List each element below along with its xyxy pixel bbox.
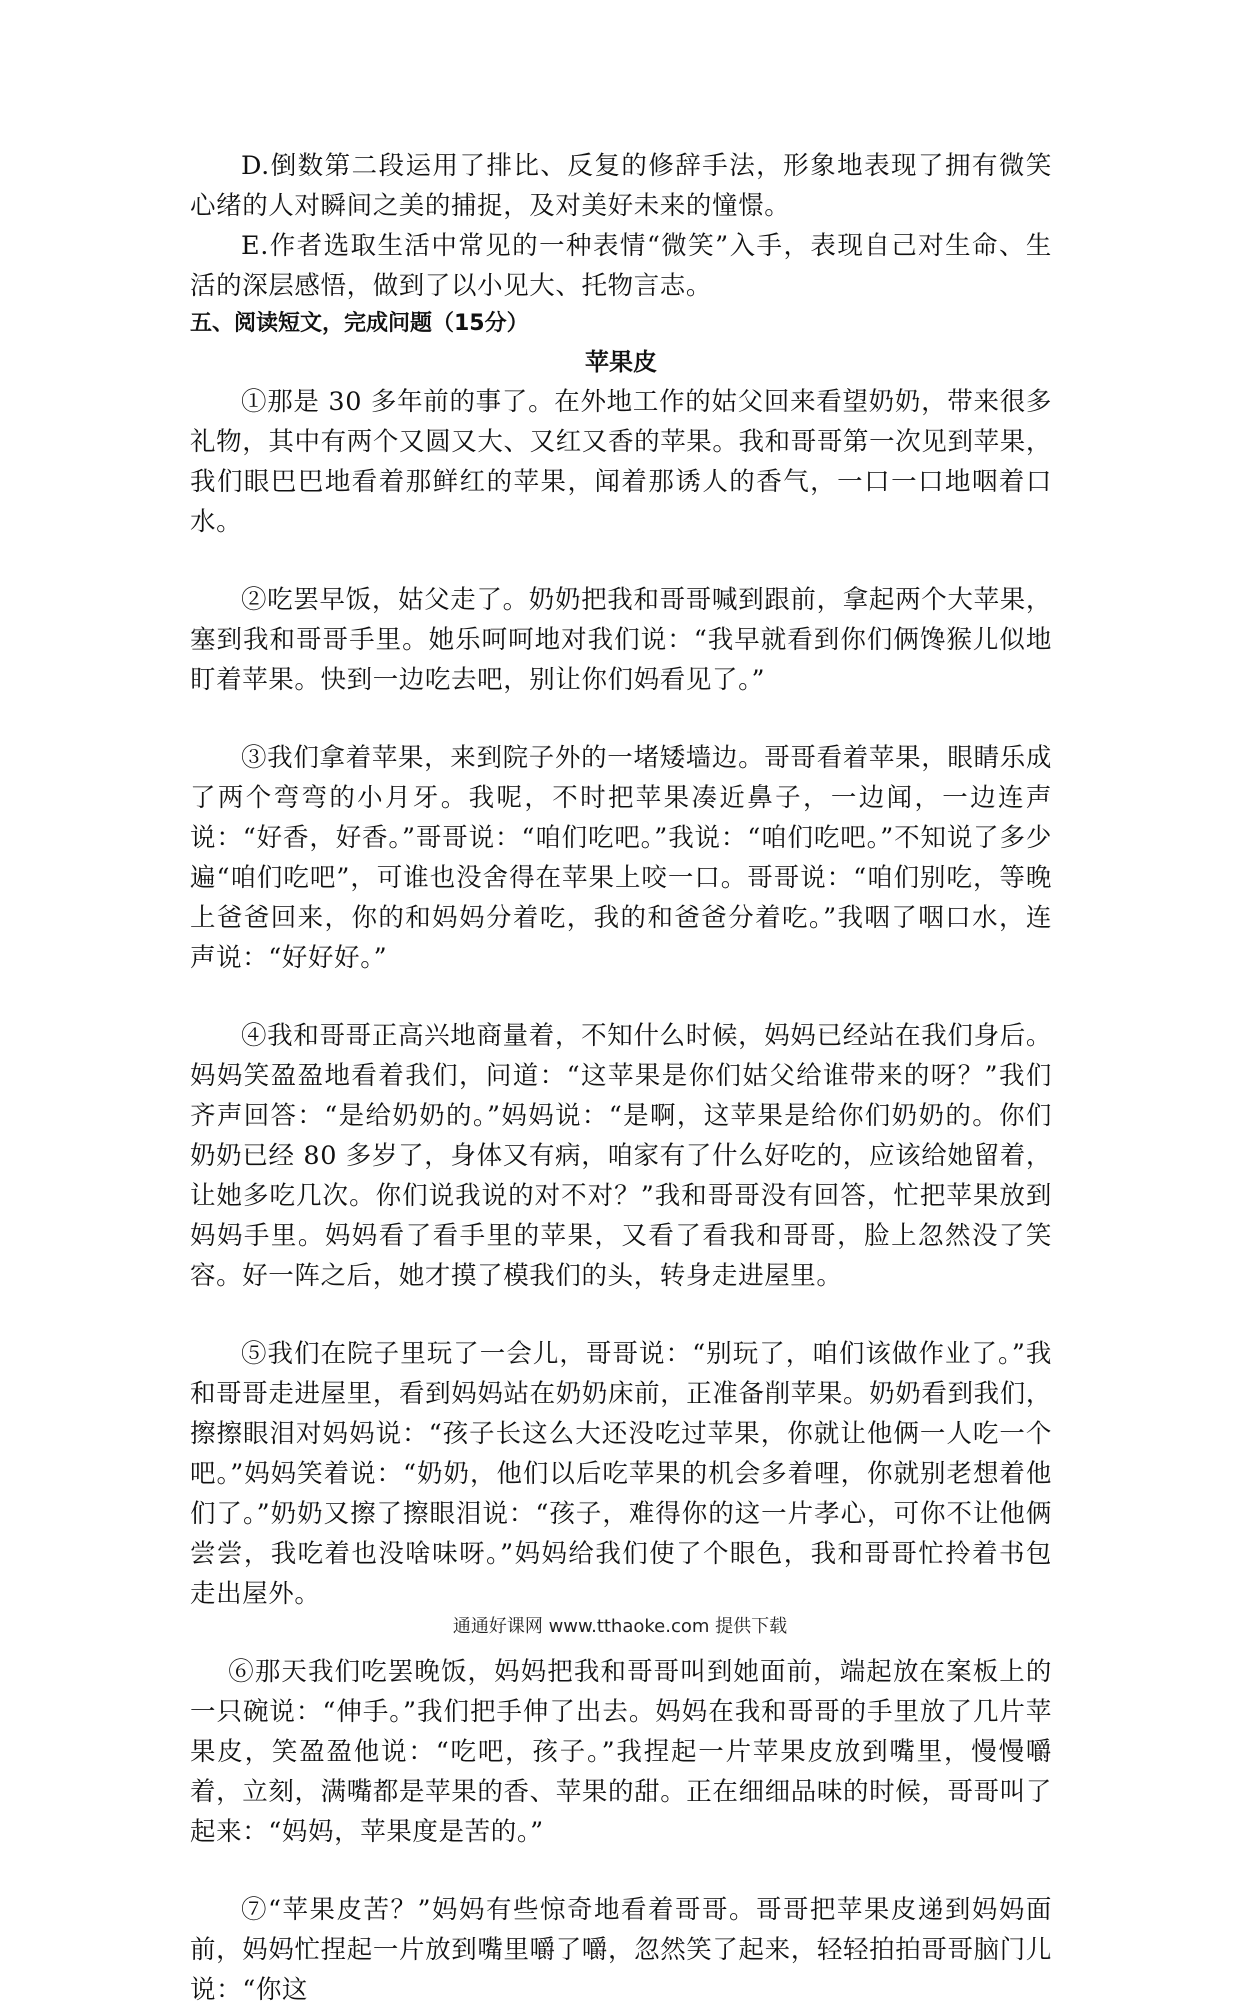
paragraph-gap <box>190 978 1052 1016</box>
paragraph-7: ⑦“苹果皮苦？”妈妈有些惊奇地看着哥哥。哥哥把苹果皮递到妈妈面前，妈妈忙捏起一片放到嘴里嚼了嚼，忽然笑了起来，轻轻拍拍哥哥脑门儿说：“你这 <box>190 1895 1052 2005</box>
paragraph-4: ④我和哥哥正高兴地商量着，不知什么时候，妈妈已经站在我们身后。妈妈笑盈盈地看着我们，问道：“这苹果是你们姑父给谁带来的呀？”我们齐声回答：“是给奶奶的。”妈妈说：“是啊，这苹果是给你们奶奶的。你们奶奶已经 80 多岁了，身体又有病，咱家有了什么好吃的，应该给她留着，让她多吃几次。你们说我说的对不对？”我和哥哥没有回答，忙把苹果放到妈妈手里。妈妈看了看手里的苹果，又看了看我和哥哥，脸上忽然没了笑容。好一阵之后，她才摸了模我们的头，转身走进屋里。 <box>190 1021 1052 1291</box>
paragraph-gap <box>190 1852 1052 1890</box>
paragraph-2: ②吃罢早饭，姑父走了。奶奶把我和哥哥喊到跟前，拿起两个大苹果，塞到我和哥哥手里。她乐呵呵地对我们说：“我早就看到你们俩馋猴儿似地盯着苹果。快到一边吃去吧，别让你们妈看见了。” <box>190 585 1052 695</box>
page-footer: 通通好课网 www.tthaoke.com 提供下载 <box>452 1616 788 1637</box>
option-e: E.作者选取生活中常见的一种表情“微笑”入手，表现自己对生命、生活的深层感悟，做到了以小见大、托物言志。 <box>190 231 1052 301</box>
paragraph-gap <box>190 700 1052 738</box>
option-d: D.倒数第二段运用了排比、反复的修辞手法，形象地表现了拥有微笑心绪的人对瞬间之美的捕捉，及对美好未来的憧憬。 <box>190 151 1052 221</box>
article-title: 苹果皮 <box>585 348 657 376</box>
paragraph-gap <box>190 542 1052 580</box>
section-heading: 五、阅读短文，完成问题（15分） <box>190 311 529 336</box>
paragraph-3: ③我们拿着苹果，来到院子外的一堵矮墙边。哥哥看着苹果，眼睛乐成了两个弯弯的小月牙。我呢，不时把苹果凑近鼻子，一边闻，一边连声说：“好香，好香。”哥哥说：“咱们吃吧。”我说：“咱们吃吧。”不知说了多少遍“咱们吃吧”，可谁也没舍得在苹果上咬一口。哥哥说：“咱们别吃，等晚上爸爸回来，你的和妈妈分着吃，我的和爸爸分着吃。”我咽了咽口水，连声说：“好好好。” <box>190 743 1052 973</box>
paragraph-5: ⑤我们在院子里玩了一会儿，哥哥说：“别玩了，咱们该做作业了。”我和哥哥走进屋里，看到妈妈站在奶奶床前，正准备削苹果。奶奶看到我们，擦擦眼泪对妈妈说：“孩子长这么大还没吃过苹果，你就让他俩一人吃一个吧。”妈妈笑着说：“奶奶，他们以后吃苹果的机会多着哩，你就别老想着他们了。”奶奶又擦了擦眼泪说：“孩子，难得你的这一片孝心，可你不让他俩尝尝，我吃着也没啥味呀。”妈妈给我们使了个眼色，我和哥哥忙拎着书包走出屋外。 <box>190 1339 1052 1609</box>
paragraph-gap <box>190 1296 1052 1334</box>
paragraph-1: ①那是 30 多年前的事了。在外地工作的姑父回来看望奶奶，带来很多礼物，其中有两个又圆又大、又红又香的苹果。我和哥哥第一次见到苹果，我们眼巴巴地看着那鲜红的苹果，闻着那诱人的香气，一口一口地咽着口水。 <box>190 387 1052 537</box>
paragraph-6: ⑥那天我们吃罢晚饭，妈妈把我和哥哥叫到她面前，端起放在案板上的一只碗说：“伸手。”我们把手伸了出去。妈妈在我和哥哥的手里放了几片苹果皮，笑盈盈他说：“吃吧，孩子。”我捏起一片苹果皮放到嘴里，慢慢嚼着，立刻，满嘴都是苹果的香、苹果的甜。正在细细品味的时候，哥哥叫了起来：“妈妈，苹果度是苦的。” <box>190 1657 1052 1847</box>
page-content <box>190 146 1052 2010</box>
